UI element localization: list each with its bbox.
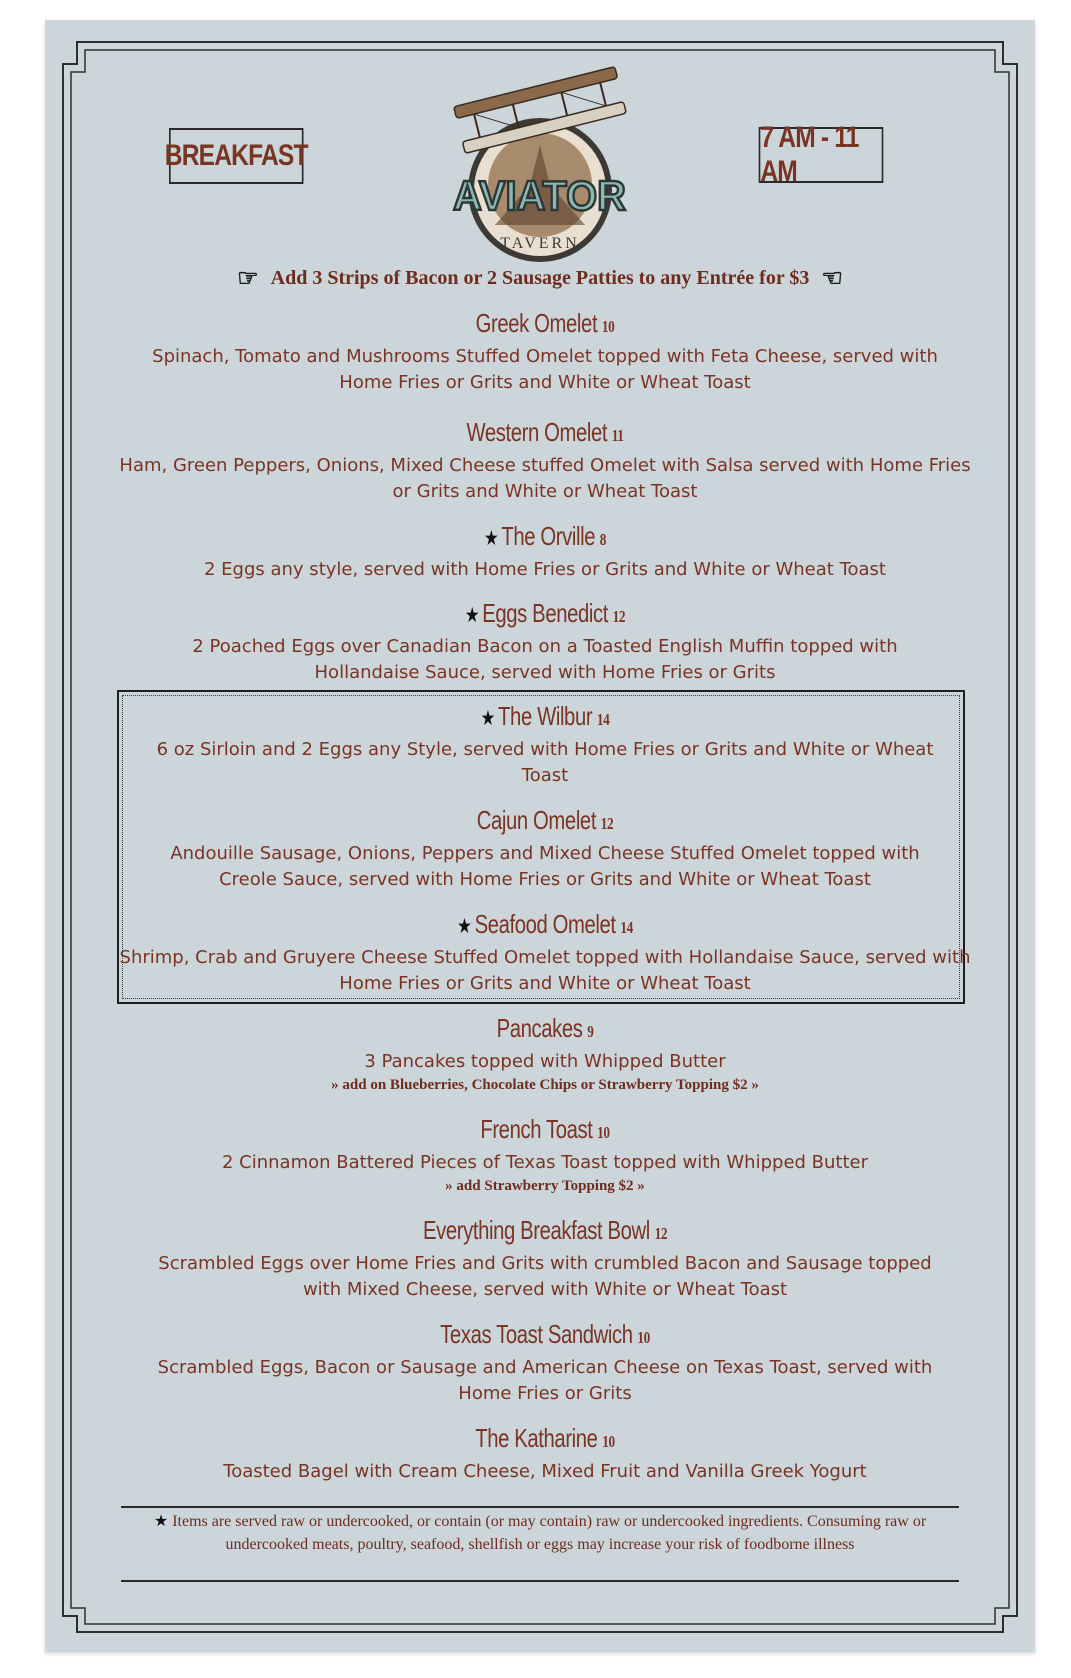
- item-description: 2 Cinnamon Battered Pieces of Texas Toast topped with Whipped Butter: [221, 1152, 869, 1173]
- aviator-tavern-logo: [435, 50, 645, 272]
- item-description: Shrimp, Crab and Gruyere Cheese Stuffed Omelet topped with Hollandaise Sauce, served with Home Fries or Grits and White or Wheat Toast: [119, 947, 971, 994]
- item-price: 12: [654, 1224, 668, 1243]
- item-name: Everything Breakfast Bowl: [422, 1215, 650, 1245]
- item-description: 3 Pancakes topped with Whipped Butter: [364, 1051, 726, 1072]
- item-description: Toasted Bagel with Cream Cheese, Mixed Fruit and Vanilla Greek Yogurt: [223, 1461, 867, 1482]
- divider: [121, 1580, 959, 1582]
- item-addon: » add on Blueberries, Chocolate Chips or Strawberry Topping $2 »: [331, 1077, 759, 1093]
- item-price: 12: [600, 814, 614, 833]
- menu-item: [115, 909, 975, 997]
- item-description: Ham, Green Peppers, Onions, Mixed Cheese stuffed Omelet with Salsa served with Home Fries or Grits and White or Wheat Toast: [119, 455, 971, 502]
- menu-item: [115, 598, 975, 686]
- star-icon: ★: [153, 1513, 173, 1530]
- item-description: 2 Eggs any style, served with Home Fries or Grits and White or Wheat Toast: [204, 559, 886, 580]
- menu-page: [45, 20, 1035, 1652]
- item-name: Greek Omelet: [475, 308, 598, 338]
- promo-text: Add 3 Strips of Bacon or 2 Sausage Patties to any Entrée for $3: [270, 267, 810, 289]
- star-icon: ★: [483, 527, 499, 550]
- raw-food-warning: [121, 1510, 959, 1556]
- menu-item: [115, 308, 975, 396]
- item-name: The Katharine: [475, 1423, 598, 1453]
- menu-item: [115, 1215, 975, 1303]
- breakfast-label: BREAKFAST: [169, 128, 303, 184]
- menu-item: [115, 1319, 975, 1407]
- item-price: 9: [587, 1022, 594, 1041]
- menu-item: [115, 1114, 975, 1196]
- item-description: Scrambled Eggs over Home Fries and Grits with crumbled Bacon and Sausage topped with Mixed Cheese, served with White or Wheat Toast: [158, 1253, 932, 1300]
- item-name: The Wilbur: [498, 701, 593, 731]
- item-name: French Toast: [480, 1114, 593, 1144]
- pointing-hand-right-icon: ☞: [237, 266, 259, 292]
- hours-label: 7 AM - 11 AM: [759, 127, 884, 183]
- item-price: 10: [637, 1328, 650, 1347]
- menu-item: [115, 805, 975, 893]
- item-price: 10: [597, 1123, 610, 1142]
- promo-line: [45, 264, 1035, 293]
- item-price: 14: [596, 710, 610, 729]
- menu-item: [115, 1423, 975, 1485]
- item-name: The Orville: [501, 521, 596, 551]
- item-price: 14: [620, 918, 633, 937]
- menu-item: [115, 701, 975, 789]
- item-name: Cajun Omelet: [476, 805, 597, 835]
- logo-name: AVIATOR: [453, 172, 626, 220]
- logo-subtitle: TAVERN: [500, 235, 580, 252]
- item-description: Spinach, Tomato and Mushrooms Stuffed Omelet topped with Feta Cheese, served with Home Fries or Grits and White or Wheat Toast: [152, 346, 938, 393]
- divider: [121, 1506, 959, 1508]
- item-description: Scrambled Eggs, Bacon or Sausage and American Cheese on Texas Toast, served with Home Fries or Grits: [157, 1357, 933, 1404]
- star-icon: ★: [464, 604, 480, 627]
- item-name: Texas Toast Sandwich: [440, 1319, 633, 1349]
- warning-text: Items are served raw or undercooked, or contain (or may contain) raw or undercooked ingredients. Consuming raw or undercooked meats, poultry, seafood, shellfish or eggs may increase your risk of foodborne illness: [172, 1513, 927, 1553]
- item-name: Seafood Omelet: [474, 909, 616, 939]
- star-icon: ★: [480, 707, 495, 730]
- menu-item: [115, 521, 975, 583]
- item-name: Western Omelet: [466, 417, 608, 447]
- item-price: 12: [612, 607, 626, 626]
- item-name: Eggs Benedict: [482, 598, 608, 628]
- item-price: 11: [611, 426, 624, 445]
- item-name: Pancakes: [496, 1013, 583, 1043]
- menu-item: [115, 417, 975, 505]
- item-addon: » add Strawberry Topping $2 »: [445, 1178, 645, 1194]
- item-description: Andouille Sausage, Onions, Peppers and Mixed Cheese Stuffed Omelet topped with Creole Sauce, served with Home Fries or Grits and White or Wheat Toast: [170, 843, 920, 890]
- item-description: 6 oz Sirloin and 2 Eggs any Style, served with Home Fries or Grits and White or Wheat Toast: [156, 739, 934, 786]
- pointing-hand-left-icon: ☜: [821, 266, 843, 292]
- item-price: 10: [602, 1432, 615, 1451]
- item-price: 10: [601, 317, 615, 336]
- star-icon: ★: [457, 915, 472, 938]
- menu-item: [115, 1013, 975, 1095]
- item-description: 2 Poached Eggs over Canadian Bacon on a Toasted English Muffin topped with Hollandaise Sauce, served with Home Fries or Grits: [192, 636, 898, 683]
- item-price: 8: [599, 530, 607, 549]
